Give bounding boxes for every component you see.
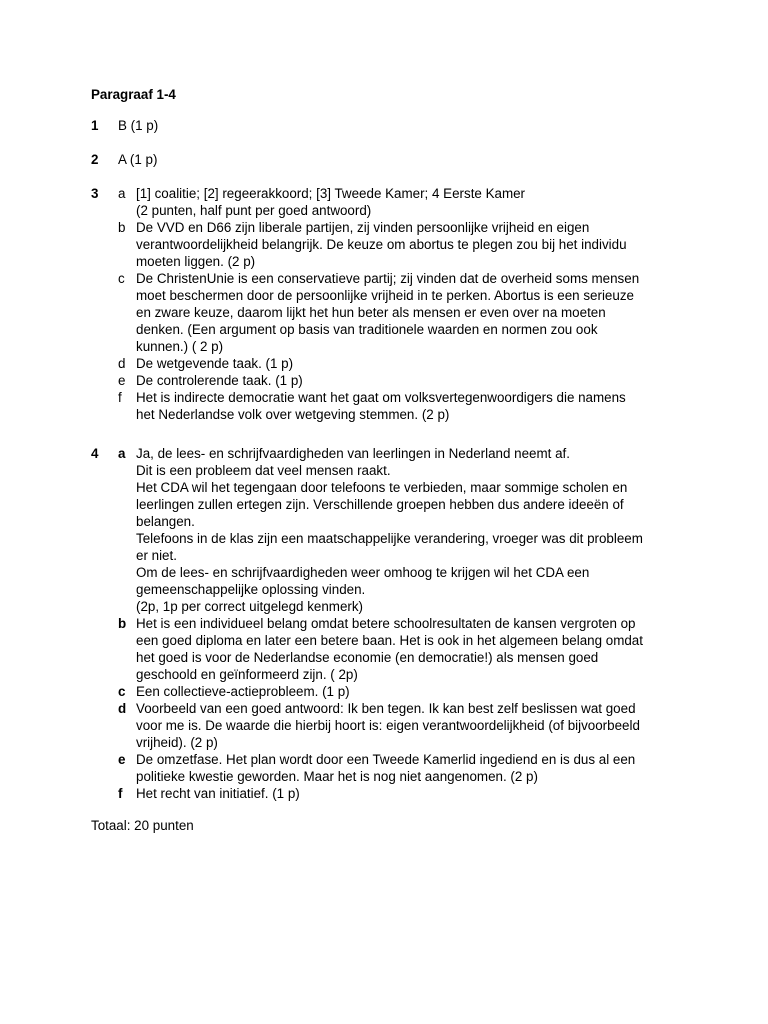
sub-answer-letter: d [118,356,126,371]
text-line: denken. (Een argument op basis van traditionele waarden en normen zou ook [136,322,598,337]
sub-answer-text [136,615,691,683]
text-line: leerlingen zullen ertegen zijn. Verschillende groepen hebben dus andere ideeën of [136,497,624,512]
sub-answer-text [136,751,691,785]
text-line: Het CDA wil het tegengaan door telefoons te verbieden, maar sommige scholen en [136,480,628,495]
sub-answer-letter: f [118,390,122,405]
sub-answer-letter: b [118,616,127,631]
sub-answer-e [118,372,691,389]
question-number: 3 [91,186,99,201]
sub-answer-letter: a [118,186,126,201]
text-line: voor me is. De waarde die hierbij hoort is: eigen verantwoordelijkheid (of bijvoorbeeld [136,718,640,733]
sub-answer-a [118,185,691,219]
sub-answer-letter: e [118,752,126,767]
text-line: het goed is voor de Nederlandse economie (en democratie!) als mensen goed [136,650,599,665]
sub-answer-text [136,785,691,802]
text-line: moet beschermen door de persoonlijke vrijheid in te perken. Abortus is een serieuze [136,288,634,303]
sub-answer-letter: c [118,271,125,286]
text-line: Het recht van initiatief. (1 p) [136,786,300,801]
sub-answer-text [136,700,691,751]
text-line: kunnen.) ( 2 p) [136,339,224,354]
text-line: Telefoons in de klas zijn een maatschappelijke verandering, vroeger was dit probleem [136,531,643,546]
text-line: Ja, de lees- en schrijfvaardigheden van leerlingen in Nederland neemt af. [136,446,570,461]
text-line: Om de lees- en schrijfvaardigheden weer omhoog te krijgen wil het CDA een [136,565,590,580]
text-line: moeten liggen. (2 p) [136,254,256,269]
text-line: Een collectieve-actieprobleem. (1 p) [136,684,350,699]
sub-answer-letter: d [118,701,127,716]
question-answer: A (1 p) [118,152,158,167]
text-line: verantwoordelijkheid belangrijk. De keuze om abortus te plegen zou bij het individu [136,237,627,252]
text-line: De ChristenUnie is een conservatieve partij; zij vinden dat de overheid soms mensen [136,271,640,286]
total-points: Totaal: 20 punten [91,818,194,833]
sub-answer-letter: e [118,373,126,388]
question-number: 1 [91,118,99,133]
sub-answer-letter: b [118,220,126,235]
text-line: en zware keuze, daarom lijkt het hun beter als mensen er even over na moeten [136,305,606,320]
question-number: 4 [91,446,99,461]
sub-answer-text [136,389,691,423]
sub-answer-letter: f [118,786,123,801]
question-1 [91,117,691,134]
sub-answer-letter: c [118,684,126,699]
text-line: Dit is een probleem dat veel mensen raakt. [136,463,391,478]
sub-answer-text [136,219,691,270]
sub-answer-letter: a [118,446,126,461]
text-line: Voorbeeld van een goed antwoord: Ik ben tegen. Ik kan best zelf beslissen wat goed [136,701,636,716]
sub-answer-text [136,185,691,219]
question-4 [91,445,691,802]
sub-answer-d [118,355,691,372]
question-4-items [118,445,691,802]
question-3-items [118,185,691,423]
text-line: De omzetfase. Het plan wordt door een Tweede Kamerlid ingediend en is dus al een [136,752,636,767]
sub-answer-f [118,785,691,802]
text-line: [1] coalitie; [2] regeerakkoord; [3] Tweede Kamer; 4 Eerste Kamer [136,186,526,201]
sub-answer-a [118,445,691,615]
question-answer: B (1 p) [118,118,159,133]
sub-answer-f [118,389,691,423]
question-number: 2 [91,152,99,167]
sub-answer-text [136,445,691,615]
text-line: De wetgevende taak. (1 p) [136,356,294,371]
text-line: politieke kwestie geworden. Maar het is nog niet aangenomen. (2 p) [136,769,538,784]
sub-answer-e [118,751,691,785]
text-line: er niet. [136,548,177,563]
text-line: De controlerende taak. (1 p) [136,373,303,388]
sub-answer-text [136,355,691,372]
text-line: De VVD en D66 zijn liberale partijen, zij vinden persoonlijke vrijheid en eigen [136,220,590,235]
text-line: vrijheid). (2 p) [136,735,218,750]
text-line: het Nederlandse volk over wetgeving stemmen. (2 p) [136,407,450,422]
sub-answer-c [118,683,691,700]
text-line: een goed diploma en later een betere baan. Het is ook in het algemeen belang omdat [136,633,643,648]
sub-answer-b [118,219,691,270]
text-line: gemeenschappelijke oplossing vinden. [136,582,366,597]
text-line: (2 punten, half punt per goed antwoord) [136,203,372,218]
question-2 [91,151,691,168]
sub-answer-text [136,372,691,389]
sub-answer-b [118,615,691,683]
text-line: Het is indirecte democratie want het gaat om volksvertegenwoordigers die namens [136,390,626,405]
text-line: (2p, 1p per correct uitgelegd kenmerk) [136,599,364,614]
text-line: Het is een individueel belang omdat betere schoolresultaten de kansen vergroten op [136,616,636,631]
page-title: Paragraaf 1-4 [91,87,176,102]
sub-answer-c [118,270,691,355]
sub-answer-d [118,700,691,751]
question-3 [91,185,691,423]
text-line: geschoold en geïnformeerd zijn. ( 2p) [136,667,358,682]
sub-answer-text [136,270,691,355]
sub-answer-text [136,683,691,700]
answer-sheet [91,86,691,834]
text-line: belangen. [136,514,195,529]
